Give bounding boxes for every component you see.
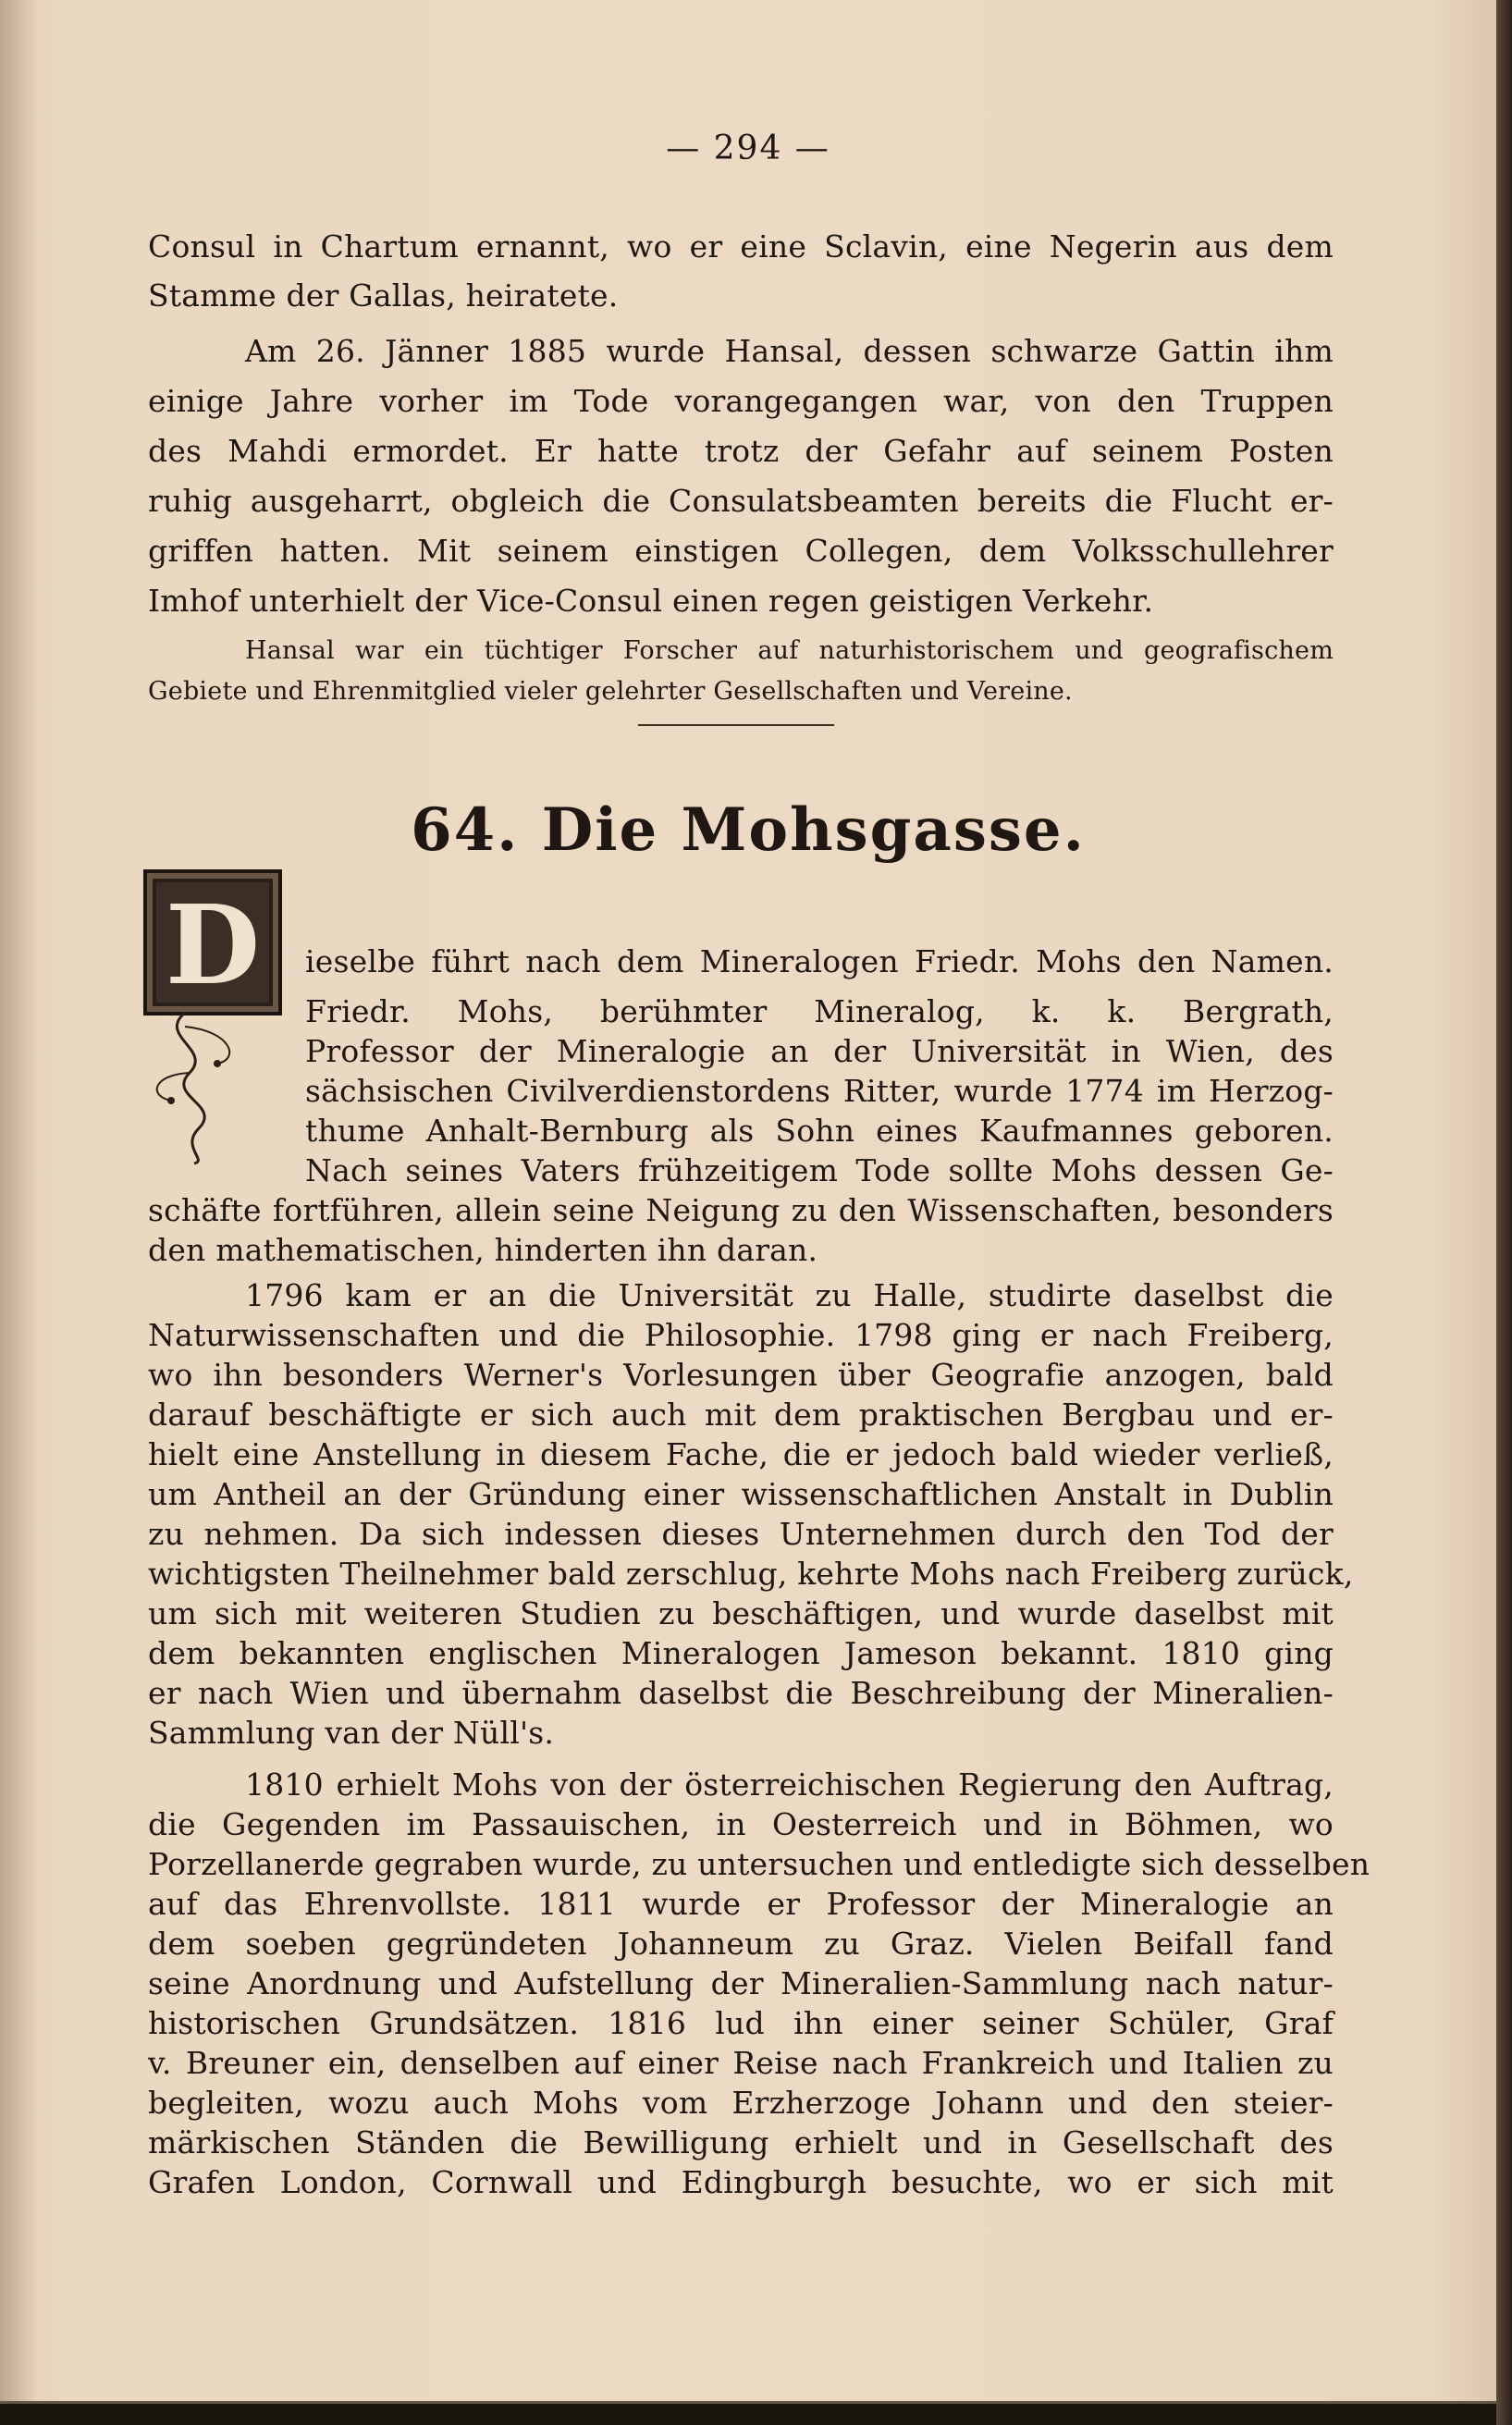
text-line: Stamme der Gallas, heiratete. bbox=[148, 277, 619, 314]
text-line: Am 26. Jänner 1885 wurde Hansal, dessen schwarze Gattin ihm bbox=[245, 333, 1334, 369]
text-line: Consul in Chartum ernannt, wo er eine Sclavin, eine Negerin aus dem bbox=[148, 228, 1334, 265]
page-number: — 294 — bbox=[666, 129, 830, 167]
text-line: dem bekannten englischen Mineralogen Jameson bekannt. 1810 ging bbox=[148, 1635, 1334, 1671]
text-line: zu nehmen. Da sich indessen dieses Unternehmen durch den Tod der bbox=[148, 1516, 1334, 1552]
text-line: dem soeben gegründeten Johanneum zu Graz. Vielen Beifall fand bbox=[148, 1926, 1334, 1962]
text-line: thume Anhalt-Bernburg als Sohn eines Kaufmannes geboren. bbox=[305, 1113, 1334, 1149]
text-line: sächsischen Civilverdienstordens Ritter, wurde 1774 im Herzog- bbox=[305, 1073, 1334, 1109]
drop-cap-letter: D bbox=[165, 880, 261, 1009]
text-line: um Antheil an der Gründung einer wissenschaftlichen Anstalt in Dublin bbox=[148, 1476, 1334, 1512]
text-line: 1796 kam er an die Universität zu Halle, studirte daselbst die bbox=[245, 1277, 1334, 1313]
text-line: auf das Ehrenvollste. 1811 wurde er Professor der Mineralogie an bbox=[148, 1886, 1334, 1922]
note-line: Gebiete und Ehrenmitglied vieler gelehrter Gesellschaften und Vereine. bbox=[148, 677, 1073, 706]
text-line: ieselbe führt nach dem Mineralogen Friedr. Mohs den Namen. bbox=[305, 943, 1334, 979]
text-line: Imhof unterhielt der Vice-Consul einen regen geistigen Verkehr. bbox=[148, 583, 1154, 619]
text-line: die Gegenden im Passauischen, in Oesterreich und in Böhmen, wo bbox=[148, 1806, 1334, 1842]
text-line: Porzellanerde gegraben wurde, zu untersuchen und entledigte sich desselben bbox=[148, 1846, 1371, 1882]
section-divider bbox=[638, 724, 834, 726]
note-line: Hansal war ein tüchtiger Forscher auf naturhistorischem und geografischem bbox=[245, 636, 1334, 665]
text-line: Sammlung van der Nüll's. bbox=[148, 1715, 555, 1751]
text-line: begleiten, wozu auch Mohs vom Erzherzoge Johann und den steier- bbox=[148, 2085, 1334, 2121]
text-line: Friedr. Mohs, berühmter Mineralog, k. k. Bergrath, bbox=[305, 993, 1334, 1029]
text-line: märkischen Ständen die Bewilligung erhielt und in Gesellschaft des bbox=[148, 2124, 1334, 2160]
text-line: den mathematischen, hinderten ihn daran. bbox=[148, 1232, 818, 1268]
text-line: seine Anordnung und Aufstellung der Mineralien-Sammlung nach natur- bbox=[148, 1965, 1334, 2001]
text-line: wichtigsten Theilnehmer bald zerschlug, kehrte Mohs nach Freiberg zurück, bbox=[148, 1556, 1354, 1592]
text-line: er nach Wien und übernahm daselbst die Beschreibung der Mineralien- bbox=[148, 1675, 1334, 1711]
text-line: schäfte fortführen, allein seine Neigung zu den Wissenschaften, besonders bbox=[148, 1192, 1334, 1228]
text-line: hielt eine Anstellung in diesem Fache, die er jedoch bald wieder verließ, bbox=[148, 1436, 1334, 1472]
book-edge bbox=[1496, 0, 1512, 2425]
text-line: 1810 erhielt Mohs von der österreichischen Regierung den Auftrag, bbox=[245, 1766, 1334, 1803]
text-line: Naturwissenschaften und die Philosophie. 1798 ging er nach Freiberg, bbox=[148, 1317, 1334, 1353]
gutter-shadow bbox=[0, 0, 37, 2401]
flourish-ornament-icon bbox=[148, 1008, 287, 1165]
text-line: wo ihn besonders Werner's Vorlesungen über Geografie anzogen, bald bbox=[148, 1357, 1334, 1393]
text-line: darauf beschäftigte er sich auch mit dem praktischen Bergbau und er- bbox=[148, 1397, 1334, 1433]
text-line: griffen hatten. Mit seinem einstigen Collegen, dem Volksschullehrer bbox=[148, 533, 1334, 569]
text-line: Nach seines Vaters frühzeitigem Tode sollte Mohs dessen Ge- bbox=[305, 1152, 1334, 1188]
chapter-title: 64. Die Mohsgasse. bbox=[411, 795, 1086, 865]
text-line: historischen Grundsätzen. 1816 lud ihn einer seiner Schüler, Graf bbox=[148, 2005, 1334, 2041]
text-line: v. Breuner ein, denselben auf einer Reise nach Frankreich und Italien zu bbox=[148, 2045, 1334, 2081]
text-line: um sich mit weiteren Studien zu beschäftigen, und wurde daselbst mit bbox=[148, 1595, 1334, 1631]
drop-cap bbox=[143, 869, 282, 1016]
text-line: Grafen London, Cornwall und Edingburgh besuchte, wo er sich mit bbox=[148, 2164, 1334, 2200]
text-line: einige Jahre vorher im Tode vorangegangen war, von den Truppen bbox=[148, 383, 1334, 419]
text-line: Professor der Mineralogie an der Universität in Wien, des bbox=[305, 1033, 1334, 1069]
text-line: des Mahdi ermordet. Er hatte trotz der Gefahr auf seinem Posten bbox=[148, 433, 1334, 469]
text-line: ruhig ausgeharrt, obgleich die Consulatsbeamten bereits die Flucht er- bbox=[148, 483, 1334, 519]
